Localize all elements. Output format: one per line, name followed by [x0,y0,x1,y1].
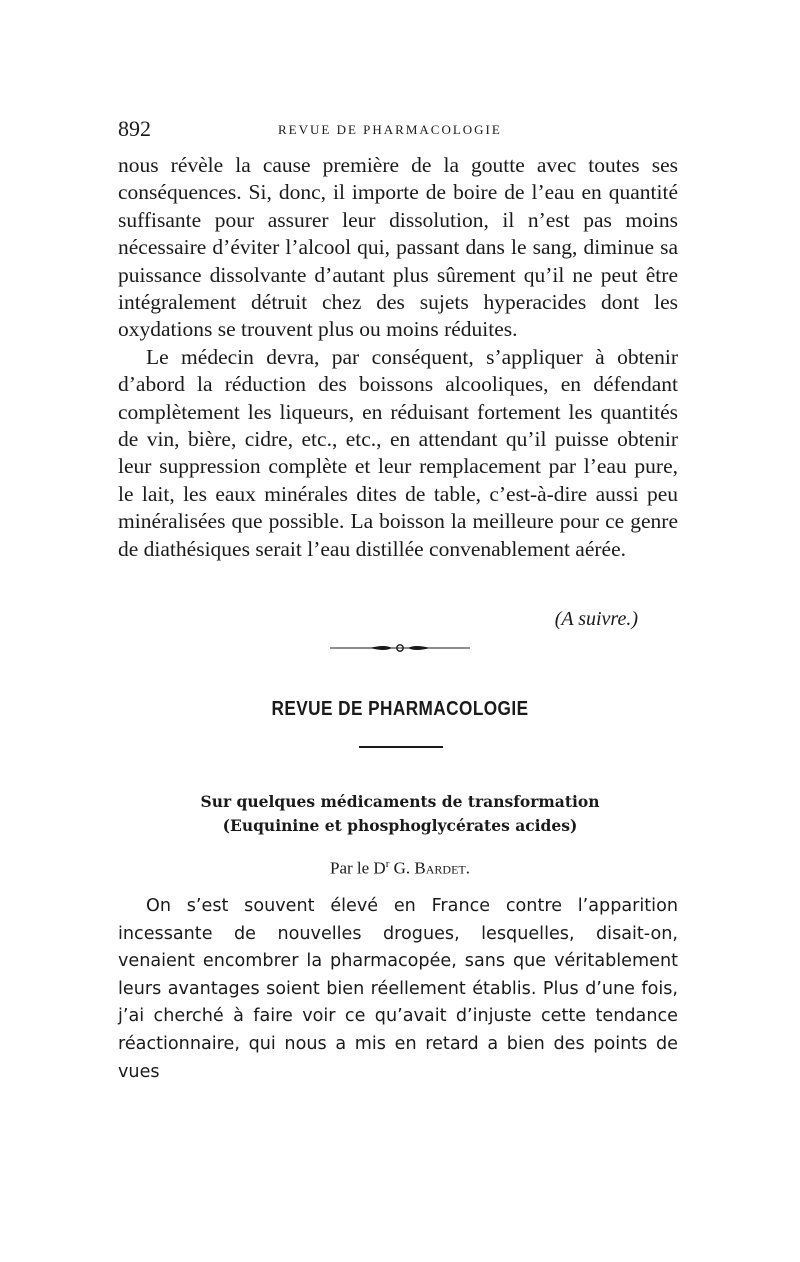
byline-author: G. Bardet. [389,858,470,878]
to-be-continued-note: (A suivre.) [554,608,638,630]
running-head [118,116,678,146]
byline-sup: r [385,858,390,870]
article-subtitle: (Euquinine et phosphoglycérates acides) [222,816,578,835]
paragraph: On s’est souvent élevé en France contre l’apparition incessante de nouvelles drogues, lesquelles, disait-on, venaient encombrer la pharmacopée, sans que véritablement leurs avantages soient bien réellement établis. Plus d’une fois, j’ai cherché à faire voir ce qu’avait d’injuste cette tendance réactionnaire, qui nous a mis en retard a bien des points de vues [118,896,678,1082]
article-title: Sur quelques médicaments de transformation [200,792,600,811]
section-title: REVUE DE PHARMACOLOGIE [271,698,529,720]
paragraph: Le médecin devra, par conséquent, s’appliquer à obtenir d’abord la réduction des boissons alcooliques, en défendant complètement les liqueurs, en réduisant fortement les quantités de vin, bière, cidre, etc., etc., en attendant qu’il puisse obtenir leur suppression complète et leur remplacement par l’eau pure, le lait, les eaux minérales dites de table, c’est-à-dire aussi peu minéralisées que possible. La boisson la meilleure pour ce genre de diathésiques serait l’eau distillée convenablement aérée. [118,344,678,561]
byline-prefix: Par le D [329,858,386,878]
ornament-divider-icon [330,640,470,656]
article-body [118,893,678,1086]
page-number: 892 [118,116,151,141]
paragraph: nous révèle la cause première de la goutte avec toutes ses conséquences. Si, donc, il importe de boire de l’eau en quantité suffisante pour assurer leur dissolution, il n’est pas moins nécessaire d’éviter l’alcool qui, passant dans le sang, diminue sa puissance dissolvante d’autant plus sûrement qu’il ne peut être intégralement détruit chez des sujets hyperacides dont les oxydations se trouvent plus ou moins réduites. [118,153,678,342]
byline [0,858,800,879]
title-rule [359,746,443,748]
running-title: REVUE DE PHARMACOLOGIE [278,122,502,137]
continued-text [118,152,678,563]
